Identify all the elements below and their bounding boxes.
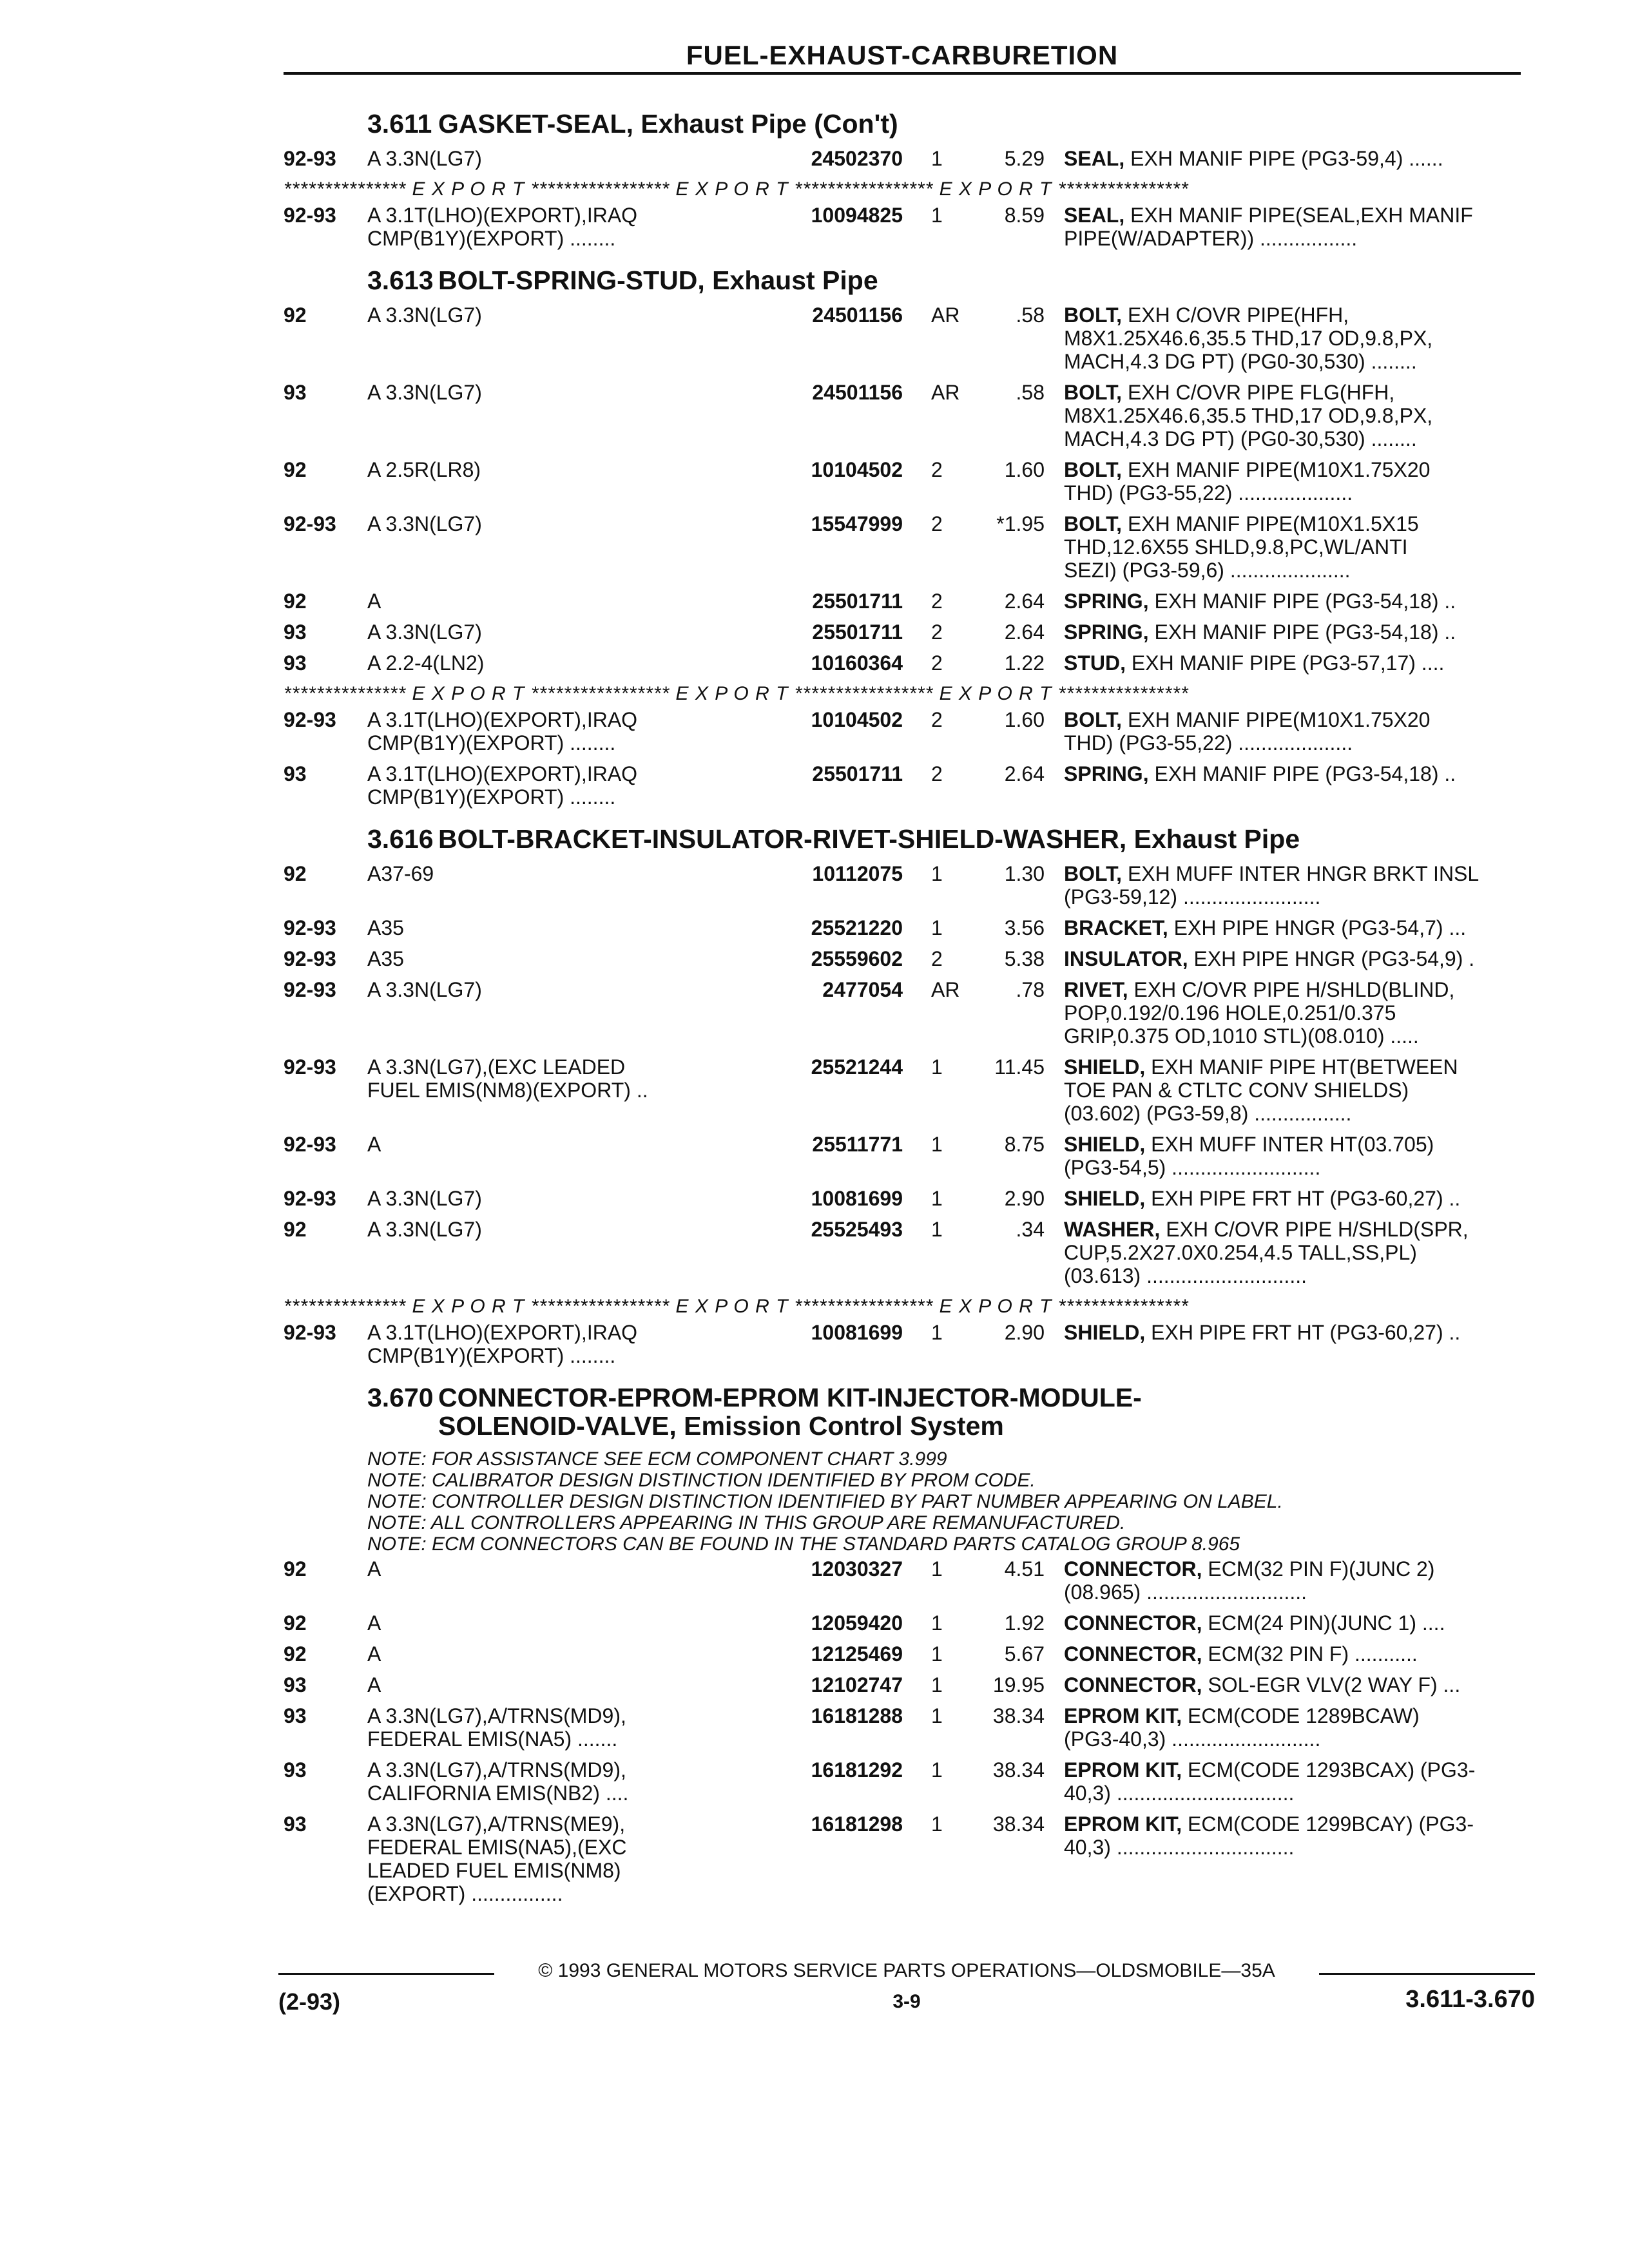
part-description — [1054, 1557, 1521, 1604]
usage-code: A 3.3N(LG7) — [367, 620, 482, 644]
usage-code: A 3.3N(LG7),A/TRNS(ME9), FEDERAL EMIS(NA5),(EXC LEADED FUEL EMIS(NM8) (EXPORT) ................ — [367, 1812, 627, 1905]
quantity: 2 — [931, 762, 943, 785]
part-name: SPRING, — [1064, 620, 1149, 644]
part-description — [1054, 512, 1521, 582]
part-detail: EXH PIPE HNGR (PG3-54,7) ... — [1168, 916, 1467, 939]
part-name: WASHER, — [1064, 1218, 1161, 1241]
footer-date: (2-93) — [278, 1988, 341, 2015]
part-row — [284, 762, 1521, 809]
part-description — [1054, 1812, 1521, 1905]
part-number: 12059420 — [811, 1611, 903, 1635]
part-description — [1054, 862, 1521, 908]
part-row — [284, 512, 1521, 582]
part-name: BOLT, — [1064, 862, 1123, 885]
usage-code: A — [367, 1642, 381, 1666]
page-footer — [278, 1957, 1535, 2035]
part-row — [284, 862, 1521, 908]
part-description — [1054, 1055, 1521, 1125]
part-detail: EXH MANIF PIPE HT(BETWEEN TOE PAN & CTLTC CONV SHIELDS) (03.602) (PG3-59,8) ................. — [1064, 1055, 1458, 1125]
price: 3.56 — [1004, 916, 1045, 939]
section-number: 3.613 — [367, 265, 434, 295]
part-row — [284, 978, 1521, 1048]
part-row — [284, 1642, 1521, 1666]
part-name: BOLT, — [1064, 381, 1123, 404]
part-number: 10104502 — [811, 708, 903, 731]
price: 11.45 — [994, 1055, 1045, 1079]
part-number: 12102747 — [811, 1673, 903, 1696]
footer-page-number: 3-9 — [892, 1991, 921, 2012]
section-number: 3.611 — [367, 109, 432, 139]
part-number: 10112075 — [812, 862, 903, 885]
quantity: 1 — [931, 1758, 943, 1782]
section-heading — [284, 265, 1521, 296]
part-name: CONNECTOR, — [1064, 1557, 1202, 1581]
quantity: AR — [931, 381, 960, 404]
part-detail: EXH PIPE HNGR (PG3-54,9) . — [1188, 947, 1475, 970]
usage-code: A 3.3N(LG7) — [367, 381, 482, 404]
usage-code: A 3.3N(LG7),(EXC LEADED FUEL EMIS(NM8)(EXPORT) .. — [367, 1055, 648, 1102]
part-description — [1054, 1611, 1521, 1635]
quantity: 2 — [931, 590, 943, 613]
part-number: 12125469 — [811, 1642, 903, 1666]
part-name: SEAL, — [1064, 147, 1125, 170]
price: 5.38 — [1004, 947, 1045, 970]
part-row — [284, 620, 1521, 644]
part-number: 25501711 — [812, 620, 903, 644]
part-detail: ECM(CODE 1293BCAX) (PG3- 40,3) ............................... — [1064, 1758, 1476, 1805]
section-note: NOTE: FOR ASSISTANCE SEE ECM COMPONENT CHART 3.999 — [367, 1448, 947, 1470]
part-detail: ECM(32 PIN F) ........... — [1202, 1642, 1418, 1666]
quantity: 1 — [931, 916, 943, 939]
footer-section-range: 3.611-3.670 — [1405, 1986, 1535, 2013]
part-name: SHIELD, — [1064, 1133, 1146, 1156]
part-number: 12030327 — [811, 1557, 903, 1581]
section-note: NOTE: CALIBRATOR DESIGN DISTINCTION IDENTIFIED BY PROM CODE. — [367, 1469, 1036, 1491]
part-name: RIVET, — [1064, 978, 1128, 1001]
part-description — [1054, 651, 1521, 675]
part-detail: ECM(32 PIN F)(JUNC 2) (08.965) ............................ — [1064, 1557, 1435, 1604]
part-detail: EXH C/OVR PIPE(HFH, M8X1.25X46.6,35.5 THD,17 OD,9.8,PX, MACH,4.3 DG PT) (PG0-30,530) ........ — [1064, 303, 1433, 373]
model-years: 93 — [284, 620, 307, 644]
part-detail: EXH MANIF PIPE (PG3-54,18) .. — [1148, 762, 1456, 785]
price: 38.34 — [992, 1704, 1045, 1727]
usage-code: A 3.3N(LG7) — [367, 1187, 482, 1210]
price: 2.64 — [1004, 762, 1045, 785]
part-description — [1054, 1673, 1521, 1696]
part-description — [1054, 708, 1521, 754]
model-years: 92 — [284, 1557, 307, 1581]
model-years: 92 — [284, 862, 307, 885]
footer-rule-right — [1319, 1973, 1535, 1975]
section-heading — [284, 109, 1521, 139]
price: 8.59 — [1004, 204, 1045, 227]
part-detail: ECM(CODE 1299BCAY) (PG3- 40,3) ............................... — [1064, 1812, 1474, 1859]
section-note: NOTE: CONTROLLER DESIGN DISTINCTION IDENTIFIED BY PART NUMBER APPEARING ON LABEL. — [367, 1490, 1283, 1512]
price: 19.95 — [992, 1673, 1045, 1696]
part-name: INSULATOR, — [1064, 947, 1188, 970]
model-years: 92 — [284, 303, 307, 327]
quantity: 1 — [931, 1218, 943, 1241]
part-name: SHIELD, — [1064, 1055, 1146, 1079]
price: 2.90 — [1004, 1187, 1045, 1210]
part-name: SHIELD, — [1064, 1187, 1146, 1210]
quantity: 2 — [931, 458, 943, 481]
part-row — [284, 708, 1521, 754]
part-row — [284, 1704, 1521, 1751]
usage-code: A 2.5R(LR8) — [367, 458, 481, 481]
part-detail: SOL-EGR VLV(2 WAY F) ... — [1202, 1673, 1461, 1696]
quantity: 1 — [931, 147, 943, 170]
export-divider: *************** E X P O R T ***************** E X P O R T ***************** E X P O R T **************** — [284, 1296, 1189, 1317]
part-number: 25501711 — [812, 762, 903, 785]
price: .58 — [1016, 303, 1045, 327]
model-years: 92-93 — [284, 978, 336, 1001]
usage-code: A — [367, 590, 381, 613]
part-description — [1054, 1187, 1521, 1210]
part-row — [284, 1812, 1521, 1905]
usage-code: A 3.1T(LHO)(EXPORT),IRAQ CMP(B1Y)(EXPORT) ........ — [367, 1321, 638, 1367]
part-number: 25525493 — [811, 1218, 903, 1241]
quantity: 1 — [931, 1704, 943, 1727]
quantity: 2 — [931, 947, 943, 970]
part-detail: EXH MANIF PIPE (PG3-59,4) ...... — [1124, 147, 1443, 170]
price: 1.60 — [1004, 708, 1045, 731]
model-years: 92 — [284, 1218, 307, 1241]
model-years: 92-93 — [284, 1187, 336, 1210]
quantity: 2 — [931, 651, 943, 675]
price: *1.95 — [996, 512, 1045, 535]
part-detail: EXH MANIF PIPE (PG3-57,17) .... — [1126, 651, 1445, 675]
part-description — [1054, 620, 1521, 644]
quantity: 1 — [931, 1055, 943, 1079]
part-detail: ECM(24 PIN)(JUNC 1) .... — [1202, 1611, 1445, 1635]
usage-code: A 3.3N(LG7) — [367, 1218, 482, 1241]
price: 2.64 — [1004, 620, 1045, 644]
part-name: CONNECTOR, — [1064, 1642, 1202, 1666]
part-name: BOLT, — [1064, 458, 1123, 481]
part-description — [1054, 1133, 1521, 1179]
model-years: 92 — [284, 458, 307, 481]
part-number: 16181298 — [811, 1812, 903, 1836]
part-description — [1054, 978, 1521, 1048]
usage-code: A — [367, 1611, 381, 1635]
model-years: 93 — [284, 381, 307, 404]
model-years: 92-93 — [284, 947, 336, 970]
part-detail: ECM(CODE 1289BCAW) (PG3-40,3) .......................... — [1064, 1704, 1420, 1751]
part-name: SEAL, — [1064, 204, 1125, 227]
part-name: EPROM KIT, — [1064, 1812, 1182, 1836]
part-detail: EXH MANIF PIPE(M10X1.75X20 THD) (PG3-55,22) .................... — [1064, 708, 1431, 754]
section-title: CONNECTOR-EPROM-EPROM KIT-INJECTOR-MODULE- SOLENOID-VALVE, Emission Control System — [438, 1383, 1142, 1441]
quantity: 1 — [931, 1642, 943, 1666]
model-years: 92-93 — [284, 916, 336, 939]
part-row — [284, 381, 1521, 450]
price: .78 — [1016, 978, 1045, 1001]
model-years: 92 — [284, 1611, 307, 1635]
footer-rule-left — [278, 1973, 494, 1975]
part-description — [1054, 762, 1521, 809]
quantity: 1 — [931, 204, 943, 227]
part-description — [1054, 204, 1521, 250]
part-description — [1054, 458, 1521, 505]
part-detail: EXH MANIF PIPE(M10X1.5X15 THD,12.6X55 SHLD,9.8,PC,WL/ANTI SEZI) (PG3-59,6) ..................... — [1064, 512, 1419, 582]
usage-code: A 3.3N(LG7) — [367, 512, 482, 535]
page-title: FUEL-EXHAUST-CARBURETION — [686, 40, 1119, 70]
usage-code: A — [367, 1557, 381, 1581]
part-row — [284, 458, 1521, 505]
part-number: 10160364 — [811, 651, 903, 675]
usage-code: A 3.3N(LG7) — [367, 303, 482, 327]
part-number: 25559602 — [811, 947, 903, 970]
part-number: 25511771 — [812, 1133, 903, 1156]
price: 1.92 — [1004, 1611, 1045, 1635]
part-description — [1054, 1642, 1521, 1666]
usage-code: A 3.1T(LHO)(EXPORT),IRAQ CMP(B1Y)(EXPORT) ........ — [367, 708, 638, 754]
price: 38.34 — [992, 1812, 1045, 1836]
export-divider: *************** E X P O R T ***************** E X P O R T ***************** E X P O R T **************** — [284, 178, 1189, 200]
model-years: 93 — [284, 1812, 307, 1836]
part-detail: EXH C/OVR PIPE H/SHLD(BLIND, POP,0.192/0.196 HOLE,0.251/0.375 GRIP,0.375 OD,1010 STL)(08.010) ..... — [1064, 978, 1455, 1048]
model-years: 92-93 — [284, 1055, 336, 1079]
part-row — [284, 916, 1521, 939]
part-name: SPRING, — [1064, 590, 1149, 613]
part-name: EPROM KIT, — [1064, 1758, 1182, 1782]
part-row — [284, 147, 1521, 170]
quantity: 2 — [931, 708, 943, 731]
part-detail: EXH MANIF PIPE (PG3-54,18) .. — [1148, 590, 1456, 613]
model-years: 92-93 — [284, 1133, 336, 1156]
quantity: 2 — [931, 512, 943, 535]
quantity: AR — [931, 303, 960, 327]
part-row — [284, 1187, 1521, 1210]
usage-code: A 3.1T(LHO)(EXPORT),IRAQ CMP(B1Y)(EXPORT) ........ — [367, 762, 638, 809]
model-years: 93 — [284, 762, 307, 785]
part-row — [284, 1218, 1521, 1287]
section-title: BOLT-SPRING-STUD, Exhaust Pipe — [438, 265, 878, 295]
price: 8.75 — [1004, 1133, 1045, 1156]
part-number: 10081699 — [811, 1321, 903, 1344]
price: .58 — [1016, 381, 1045, 404]
usage-code: A — [367, 1133, 381, 1156]
part-description — [1054, 381, 1521, 450]
usage-code: A35 — [367, 947, 404, 970]
part-number: 10104502 — [811, 458, 903, 481]
part-number: 16181288 — [811, 1704, 903, 1727]
price: 5.67 — [1004, 1642, 1045, 1666]
part-name: SPRING, — [1064, 762, 1149, 785]
quantity: 1 — [931, 1812, 943, 1836]
part-description — [1054, 1321, 1521, 1367]
part-description — [1054, 1218, 1521, 1287]
section-note: NOTE: ALL CONTROLLERS APPEARING IN THIS GROUP ARE REMANUFACTURED. — [367, 1512, 1126, 1533]
part-description — [1054, 590, 1521, 613]
part-number: 24501156 — [812, 303, 903, 327]
export-divider: *************** E X P O R T ***************** E X P O R T ***************** E X P O R T **************** — [284, 683, 1189, 704]
price: 1.30 — [1004, 862, 1045, 885]
part-row — [284, 1055, 1521, 1125]
section-title: GASKET-SEAL, Exhaust Pipe (Con't) — [438, 109, 898, 139]
part-description — [1054, 916, 1521, 939]
usage-code: A 3.3N(LG7),A/TRNS(MD9), FEDERAL EMIS(NA5) ....... — [367, 1704, 626, 1751]
part-number: 2477054 — [822, 978, 903, 1001]
part-row — [284, 1133, 1521, 1179]
model-years: 93 — [284, 1704, 307, 1727]
quantity: 1 — [931, 862, 943, 885]
part-row — [284, 947, 1521, 970]
quantity: 1 — [931, 1187, 943, 1210]
quantity: 2 — [931, 620, 943, 644]
quantity: 1 — [931, 1321, 943, 1344]
price: 2.90 — [1004, 1321, 1045, 1344]
part-name: BOLT, — [1064, 303, 1123, 327]
model-years: 92-93 — [284, 204, 336, 227]
part-row — [284, 651, 1521, 675]
part-row — [284, 590, 1521, 613]
part-number: 25521220 — [811, 916, 903, 939]
part-number: 24501156 — [812, 381, 903, 404]
part-number: 16181292 — [811, 1758, 903, 1782]
part-row — [284, 303, 1521, 373]
part-row — [284, 204, 1521, 250]
model-years: 93 — [284, 1758, 307, 1782]
usage-code: A35 — [367, 916, 404, 939]
part-name: STUD, — [1064, 651, 1126, 675]
usage-code: A 3.3N(LG7),A/TRNS(MD9), CALIFORNIA EMIS(NB2) .... — [367, 1758, 629, 1805]
part-number: 10094825 — [811, 204, 903, 227]
part-detail: EXH MUFF INTER HT(03.705) (PG3-54,5) .......................... — [1064, 1133, 1434, 1179]
part-row — [284, 1758, 1521, 1805]
price: 5.29 — [1004, 147, 1045, 170]
quantity: 1 — [931, 1557, 943, 1581]
price: 1.22 — [1004, 651, 1045, 675]
part-name: BOLT, — [1064, 512, 1123, 535]
usage-code: A 3.3N(LG7) — [367, 978, 482, 1001]
part-name: CONNECTOR, — [1064, 1611, 1202, 1635]
section-heading — [284, 824, 1521, 854]
part-detail: EXH MANIF PIPE(M10X1.75X20 THD) (PG3-55,22) .................... — [1064, 458, 1431, 505]
price: 1.60 — [1004, 458, 1045, 481]
part-row — [284, 1321, 1521, 1367]
model-years: 92 — [284, 590, 307, 613]
part-detail: EXH C/OVR PIPE H/SHLD(SPR, CUP,5.2X27.0X0.254,4.5 TALL,SS,PL) (03.613) ............................ — [1064, 1218, 1469, 1287]
part-name: BOLT, — [1064, 708, 1123, 731]
part-detail: EXH PIPE FRT HT (PG3-60,27) .. — [1145, 1187, 1461, 1210]
quantity: 1 — [931, 1673, 943, 1696]
part-row — [284, 1673, 1521, 1696]
section-heading — [284, 1383, 1521, 1441]
usage-code: A — [367, 1673, 381, 1696]
section-title: BOLT-BRACKET-INSULATOR-RIVET-SHIELD-WASHER, Exhaust Pipe — [438, 824, 1300, 854]
part-name: EPROM KIT, — [1064, 1704, 1182, 1727]
part-description — [1054, 1704, 1521, 1751]
model-years: 92-93 — [284, 1321, 336, 1344]
model-years: 93 — [284, 1673, 307, 1696]
part-number: 15547999 — [811, 512, 903, 535]
section-number: 3.616 — [367, 824, 434, 854]
part-name: SHIELD, — [1064, 1321, 1146, 1344]
quantity: AR — [931, 978, 960, 1001]
model-years: 92-93 — [284, 708, 336, 731]
footer-copyright: © 1993 GENERAL MOTORS SERVICE PARTS OPERATIONS—OLDSMOBILE—35A — [538, 1960, 1275, 1981]
catalog-content — [284, 93, 1521, 1913]
part-detail: EXH MANIF PIPE(SEAL,EXH MANIF PIPE(W/ADAPTER)) ................. — [1064, 204, 1473, 250]
section-number: 3.670 — [367, 1383, 434, 1412]
part-description — [1054, 303, 1521, 373]
price: 4.51 — [1004, 1557, 1045, 1581]
part-detail: EXH MANIF PIPE (PG3-54,18) .. — [1148, 620, 1456, 644]
part-number: 25521244 — [811, 1055, 903, 1079]
part-number: 24502370 — [811, 147, 903, 170]
part-detail: EXH PIPE FRT HT (PG3-60,27) .. — [1145, 1321, 1461, 1344]
usage-code: A 3.3N(LG7) — [367, 147, 482, 170]
usage-code: A 2.2-4(LN2) — [367, 651, 485, 675]
model-years: 92-93 — [284, 512, 336, 535]
price: .34 — [1016, 1218, 1045, 1241]
part-detail: EXH MUFF INTER HNGR BRKT INSL (PG3-59,12) ........................ — [1064, 862, 1480, 908]
model-years: 92-93 — [284, 147, 336, 170]
model-years: 93 — [284, 651, 307, 675]
section-note: NOTE: ECM CONNECTORS CAN BE FOUND IN THE STANDARD PARTS CATALOG GROUP 8.965 — [367, 1533, 1240, 1555]
model-years: 92 — [284, 1642, 307, 1666]
part-description — [1054, 147, 1521, 170]
quantity: 1 — [931, 1611, 943, 1635]
part-description — [1054, 947, 1521, 970]
price: 2.64 — [1004, 590, 1045, 613]
part-name: BRACKET, — [1064, 916, 1168, 939]
part-description — [1054, 1758, 1521, 1805]
part-detail: EXH C/OVR PIPE FLG(HFH, M8X1.25X46.6,35.5 THD,17 OD,9.8,PX, MACH,4.3 DG PT) (PG0-30,530) ........ — [1064, 381, 1433, 450]
part-row — [284, 1557, 1521, 1604]
part-name: CONNECTOR, — [1064, 1673, 1202, 1696]
header-rule — [284, 72, 1521, 75]
price: 38.34 — [992, 1758, 1045, 1782]
quantity: 1 — [931, 1133, 943, 1156]
part-number: 10081699 — [811, 1187, 903, 1210]
part-row — [284, 1611, 1521, 1635]
usage-code: A37-69 — [367, 862, 434, 885]
part-number: 25501711 — [812, 590, 903, 613]
usage-code: A 3.1T(LHO)(EXPORT),IRAQ CMP(B1Y)(EXPORT) ........ — [367, 204, 638, 250]
